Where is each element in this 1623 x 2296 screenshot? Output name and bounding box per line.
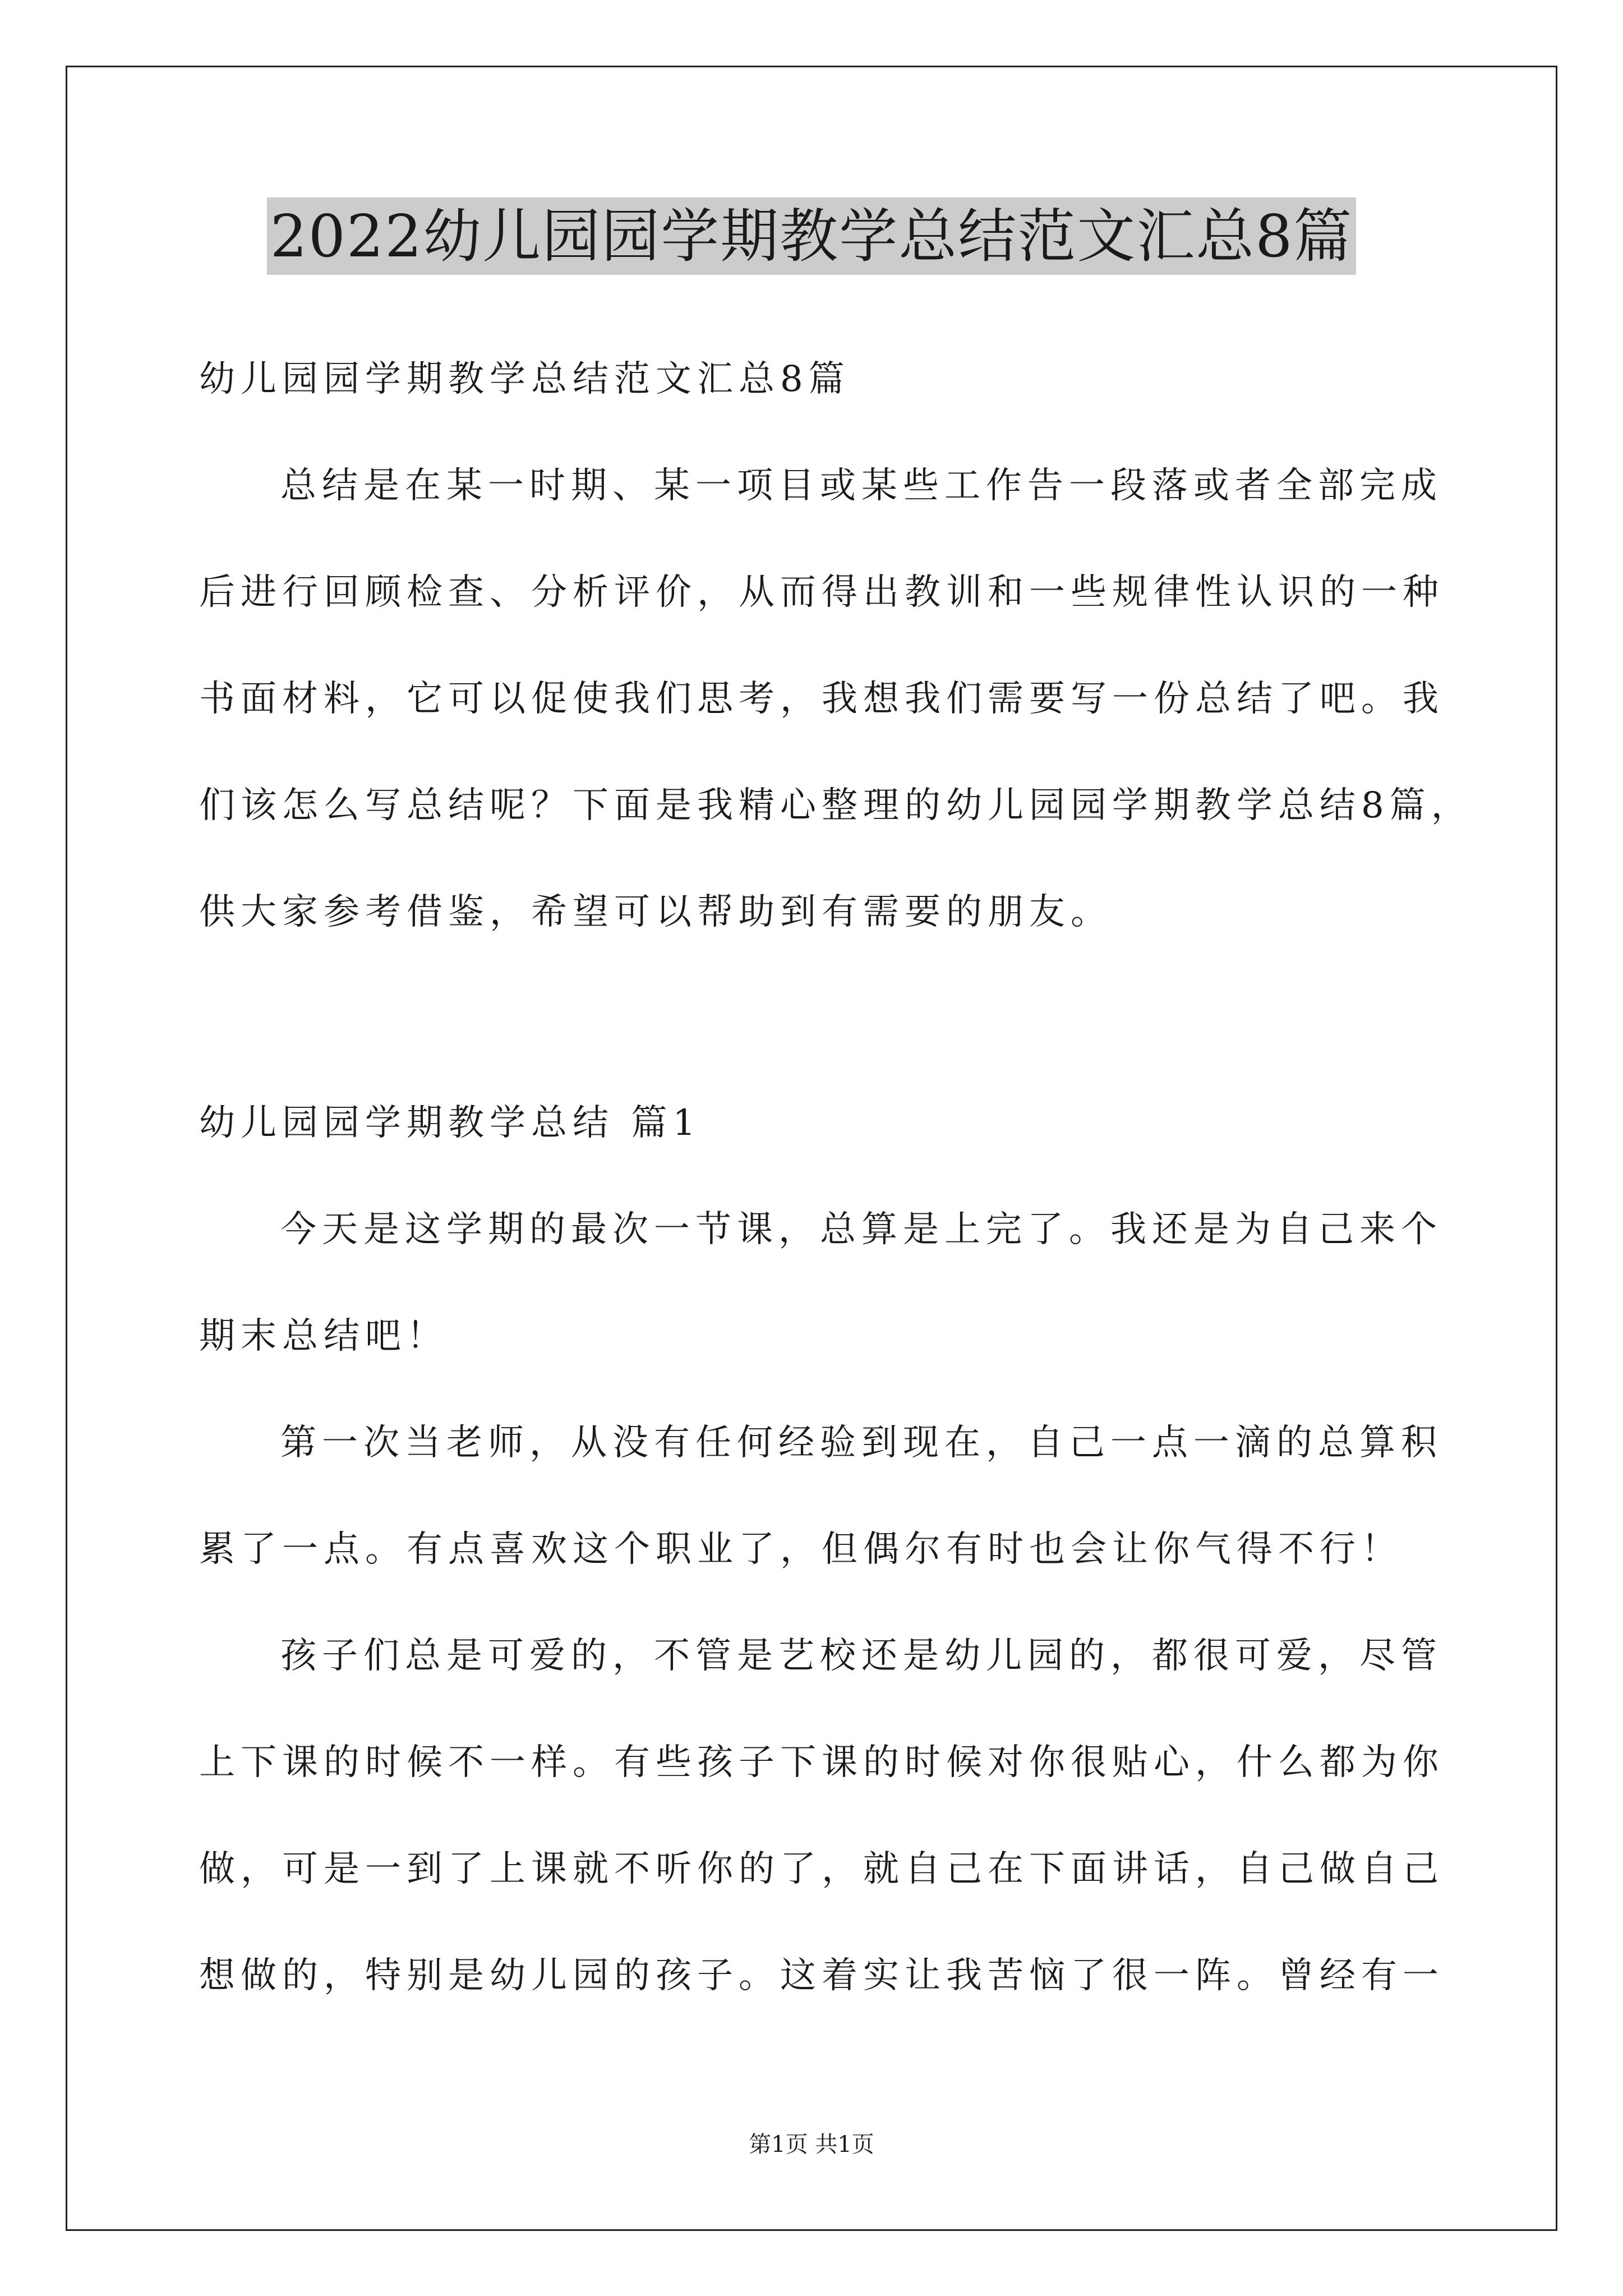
body-line: 今天是这学期的最次一节课，总算是上完了。我还是为自己来个 (280, 1209, 1442, 1250)
intro-line: 们该怎么写总结呢？下面是我精心整理的幼儿园园学期教学总结8篇， (199, 785, 1473, 826)
document-subtitle: 幼儿园园学期教学总结范文汇总8篇 (199, 358, 850, 400)
intro-line: 后进行回顾检查、分析评价，从而得出教训和一些规律性认识的一种 (199, 572, 1444, 613)
section-heading: 幼儿园园学期教学总结 篇1 (199, 1102, 702, 1144)
body-line: 期末总结吧！ (199, 1315, 448, 1357)
body-line: 想做的，特别是幼儿园的孩子。这着实让我苦恼了很一阵。曾经有一 (199, 1955, 1444, 1996)
intro-line: 总结是在某一时期、某一项目或某些工作告一段落或者全部完成 (280, 465, 1442, 507)
body-line: 做，可是一到了上课就不听你的了，就自己在下面讲话，自己做自己 (199, 1848, 1444, 1890)
body-line: 第一次当老师，从没有任何经验到现在，自己一点一滴的总算积 (280, 1422, 1442, 1464)
title-wrap (0, 197, 1623, 275)
intro-line: 供大家参考借鉴，希望可以帮助到有需要的朋友。 (199, 891, 1112, 933)
page-number-footer: 第1页 共1页 (749, 2132, 874, 2157)
body-line: 累了一点。有点喜欢这个职业了，但偶尔有时也会让你气得不行！ (199, 1529, 1403, 1570)
document-title: 2022幼儿园园学期教学总结范文汇总8篇 (267, 197, 1357, 275)
body-line: 上下课的时候不一样。有些孩子下课的时候对你很贴心，什么都为你 (199, 1742, 1444, 1783)
body-line: 孩子们总是可爱的，不管是艺校还是幼儿园的，都很可爱，尽管 (280, 1635, 1442, 1677)
intro-line: 书面材料，它可以促使我们思考，我想我们需要写一份总结了吧。我 (199, 678, 1444, 720)
